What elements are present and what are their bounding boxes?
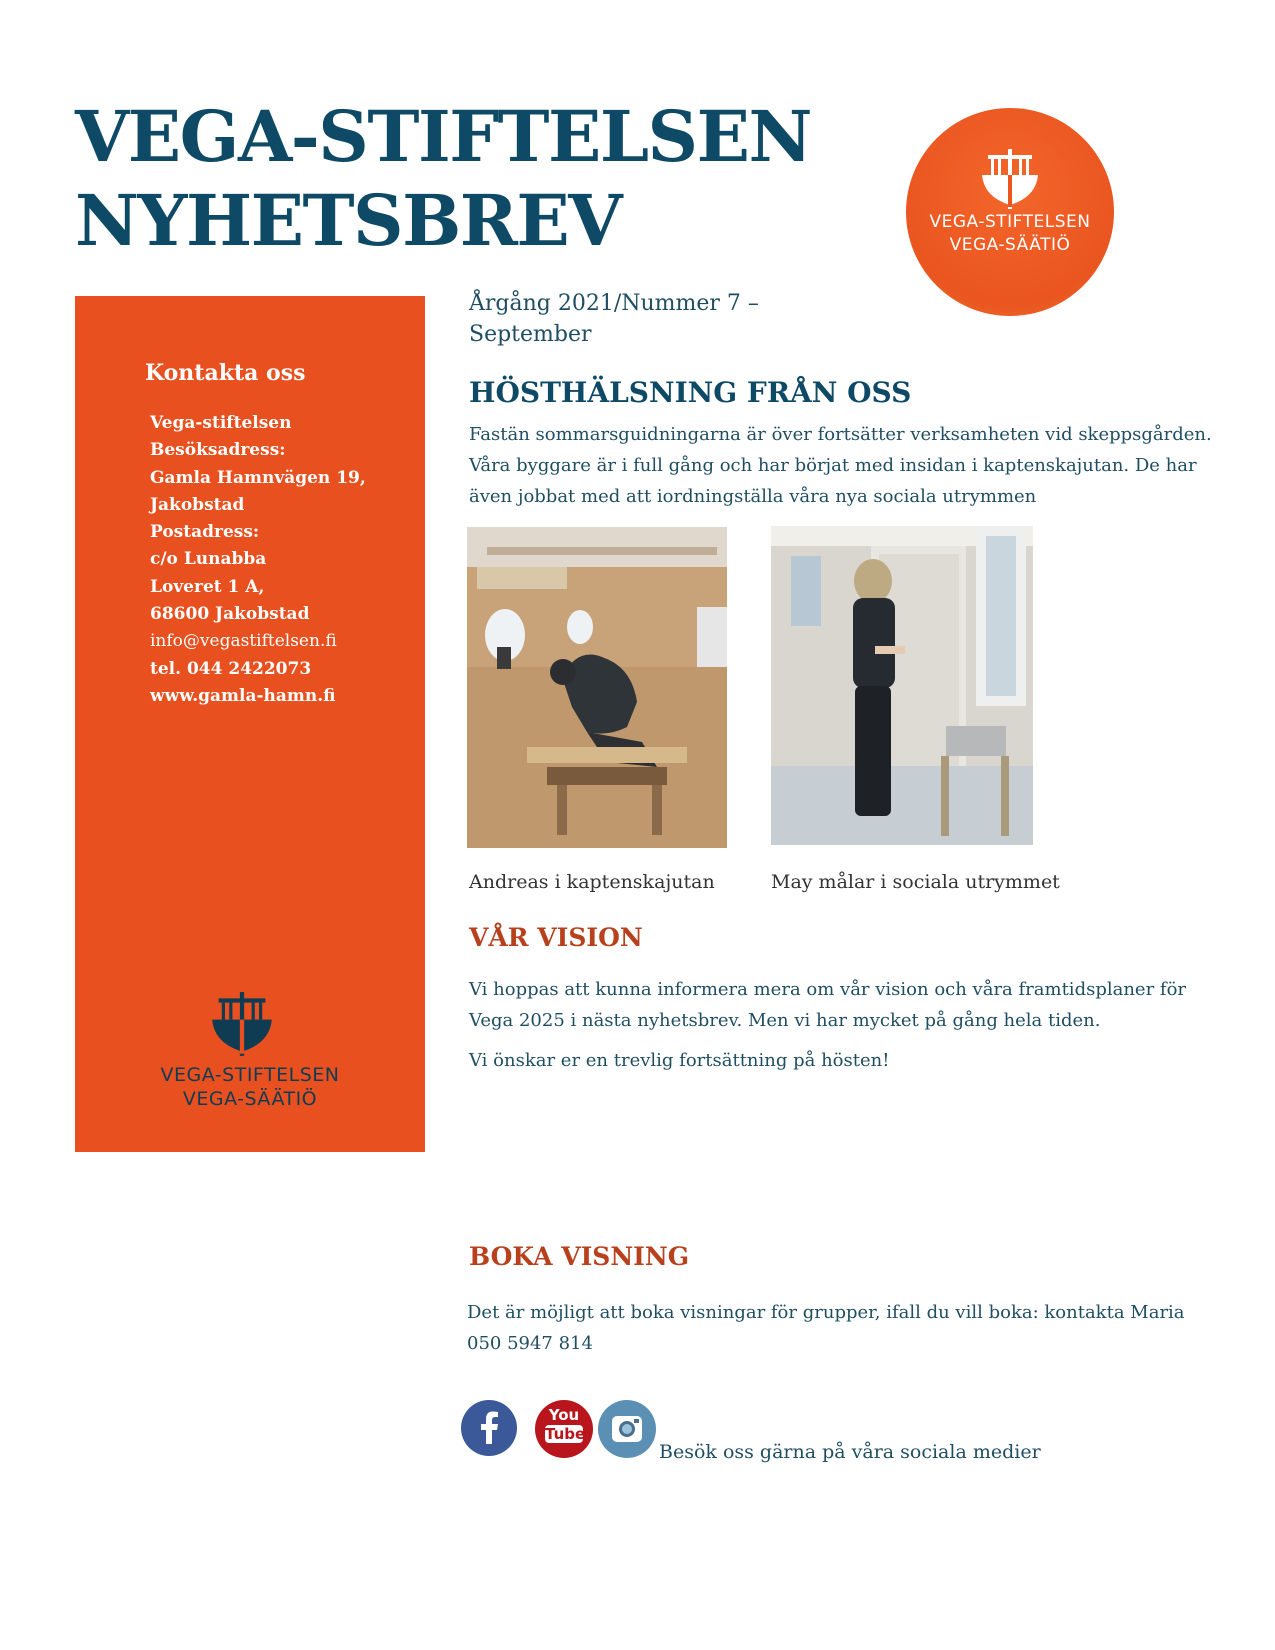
contact-website-link[interactable]: www.gamla-hamn.fi: [150, 685, 336, 706]
booking-body: [467, 1297, 1185, 1359]
masthead-title: [75, 95, 815, 263]
vision-line-2: Vega 2025 i nästa nyhetsbrev. Men vi har mycket på gång hela tiden.: [469, 1010, 1101, 1031]
facebook-icon[interactable]: [461, 1400, 517, 1456]
youtube-icon[interactable]: [535, 1400, 593, 1458]
vision-body: [469, 974, 1186, 1036]
contact-post-city: 68600 Jakobstad: [150, 604, 310, 625]
section-heading-vision: VÅR VISION: [469, 923, 643, 952]
issue-line-2: September: [469, 322, 592, 347]
contact-post-co: c/o Lunabba: [150, 549, 267, 570]
logo-text-line-1: VEGA-STIFTELSEN: [929, 212, 1091, 232]
greeting-line-2: Våra byggare är i full gång och har börjat med insidan i kaptenskajutan. De har: [469, 455, 1197, 476]
greeting-body: [469, 419, 1212, 512]
contact-details: [150, 410, 366, 710]
ship-icon: [209, 992, 275, 1058]
booking-line-1: Det är möjligt att boka visningar för grupper, ifall du vill boka: kontakta Maria: [467, 1302, 1185, 1323]
booking-line-2: 050 5947 814: [467, 1333, 593, 1354]
contact-post-street: Loveret 1 A,: [150, 576, 265, 597]
contact-email-link[interactable]: info@vegastiftelsen.fi: [150, 631, 337, 652]
section-heading-booking: BOKA VISNING: [469, 1242, 690, 1271]
sidebar-logo-line-2: VEGA-SÄÄTIÖ: [182, 1088, 318, 1110]
sidebar-logo-line-1: VEGA-STIFTELSEN: [160, 1064, 340, 1086]
caption-photo-1: Andreas i kaptenskajutan: [469, 871, 715, 893]
masthead-line-1: VEGA-STIFTELSEN: [75, 95, 811, 178]
contact-visit-label: Besöksadress:: [150, 440, 286, 461]
contact-sidebar: [75, 296, 425, 1152]
instagram-icon[interactable]: [598, 1400, 656, 1458]
contact-visit-city: Jakobstad: [150, 494, 245, 515]
masthead-line-2: NYHETSBREV: [75, 179, 622, 262]
youtube-text-you: You: [548, 1406, 580, 1424]
ship-icon: [980, 149, 1040, 211]
greeting-line-1: Fastän sommarsguidningarna är över fortsätter verksamheten vid skeppsgården.: [469, 424, 1212, 445]
contact-phone: tel. 044 2422073: [150, 658, 312, 679]
contact-title: Kontakta oss: [145, 360, 306, 386]
issue-info: [469, 288, 759, 350]
logo-text-line-2: VEGA-SÄÄTIÖ: [949, 235, 1071, 255]
issue-line-1: Årgång 2021/Nummer 7 –: [469, 291, 759, 316]
vega-logo-circle: [906, 108, 1114, 316]
vision-closing: Vi önskar er en trevlig fortsättning på hösten!: [469, 1050, 890, 1071]
vision-line-1: Vi hoppas att kunna informera mera om vår vision och våra framtidsplaner för: [469, 979, 1187, 1000]
photo-andreas: [467, 527, 727, 848]
contact-visit-street: Gamla Hamnvägen 19,: [150, 467, 366, 488]
contact-post-label: Postadress:: [150, 522, 260, 543]
caption-photo-2: May målar i sociala utrymmet: [771, 871, 1060, 893]
contact-org: Vega-stiftelsen: [150, 413, 292, 433]
youtube-text-tube: Tube: [545, 1425, 586, 1443]
photo-may: [771, 526, 1033, 845]
social-media-text: Besök oss gärna på våra sociala medier: [659, 1441, 1041, 1463]
greeting-line-3: även jobbat med att iordningställa våra nya sociala utrymmen: [469, 486, 1037, 507]
section-heading-greeting: HÖSTHÄLSNING FRÅN OSS: [469, 376, 912, 409]
